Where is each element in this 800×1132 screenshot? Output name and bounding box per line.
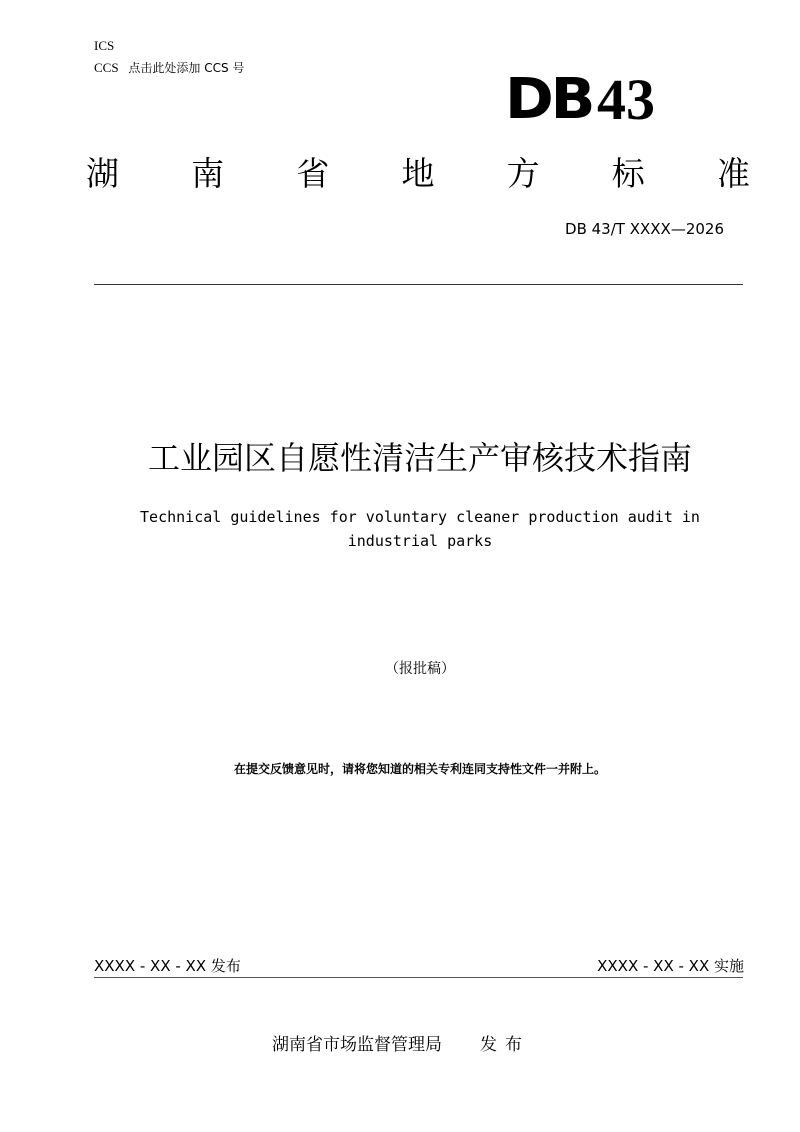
- ccs-line: [94, 60, 244, 76]
- document-title-cn: 工业园区自愿性清洁生产审核技术指南: [147, 439, 692, 477]
- standard-type-char: 方: [506, 154, 540, 193]
- ccs-label: CCS: [94, 60, 119, 75]
- ccs-placeholder-field[interactable]: 点击此处添加 CCS 号: [128, 61, 245, 75]
- publish-action: 发布: [480, 1035, 530, 1055]
- db43-logo: [505, 67, 655, 132]
- standard-type-title: [86, 150, 750, 198]
- standard-number: DB 43/T XXXX—2026: [565, 220, 724, 238]
- db-logo-letters: DB: [505, 67, 593, 132]
- issue-date: XXXX - XX - XX 发布: [94, 957, 241, 975]
- standard-type-char: 湖: [86, 154, 119, 193]
- standard-type-char: 准: [716, 154, 750, 193]
- top-divider: [94, 284, 743, 285]
- bottom-divider: [94, 977, 743, 978]
- ics-label: ICS: [94, 38, 115, 53]
- standard-type-char: 标: [611, 154, 645, 193]
- patent-notice: 在提交反馈意见时，请将您知道的相关专利连同支持性文件一并附上。: [233, 762, 606, 776]
- standard-type-char: 南: [191, 154, 225, 193]
- publisher-line: [272, 1033, 530, 1057]
- db-logo-number: 43: [597, 67, 655, 132]
- implementation-date: XXXX - XX - XX 实施: [597, 957, 744, 975]
- draft-stage-label: （报批稿）: [385, 661, 455, 677]
- publisher-name: 湖南省市场监督管理局: [272, 1035, 442, 1055]
- standard-type-char: 省: [296, 154, 330, 193]
- standard-type-char: 地: [401, 154, 435, 193]
- document-title-en: Technical guidelines for voluntary cleaner production audit in industrial parks: [140, 508, 700, 550]
